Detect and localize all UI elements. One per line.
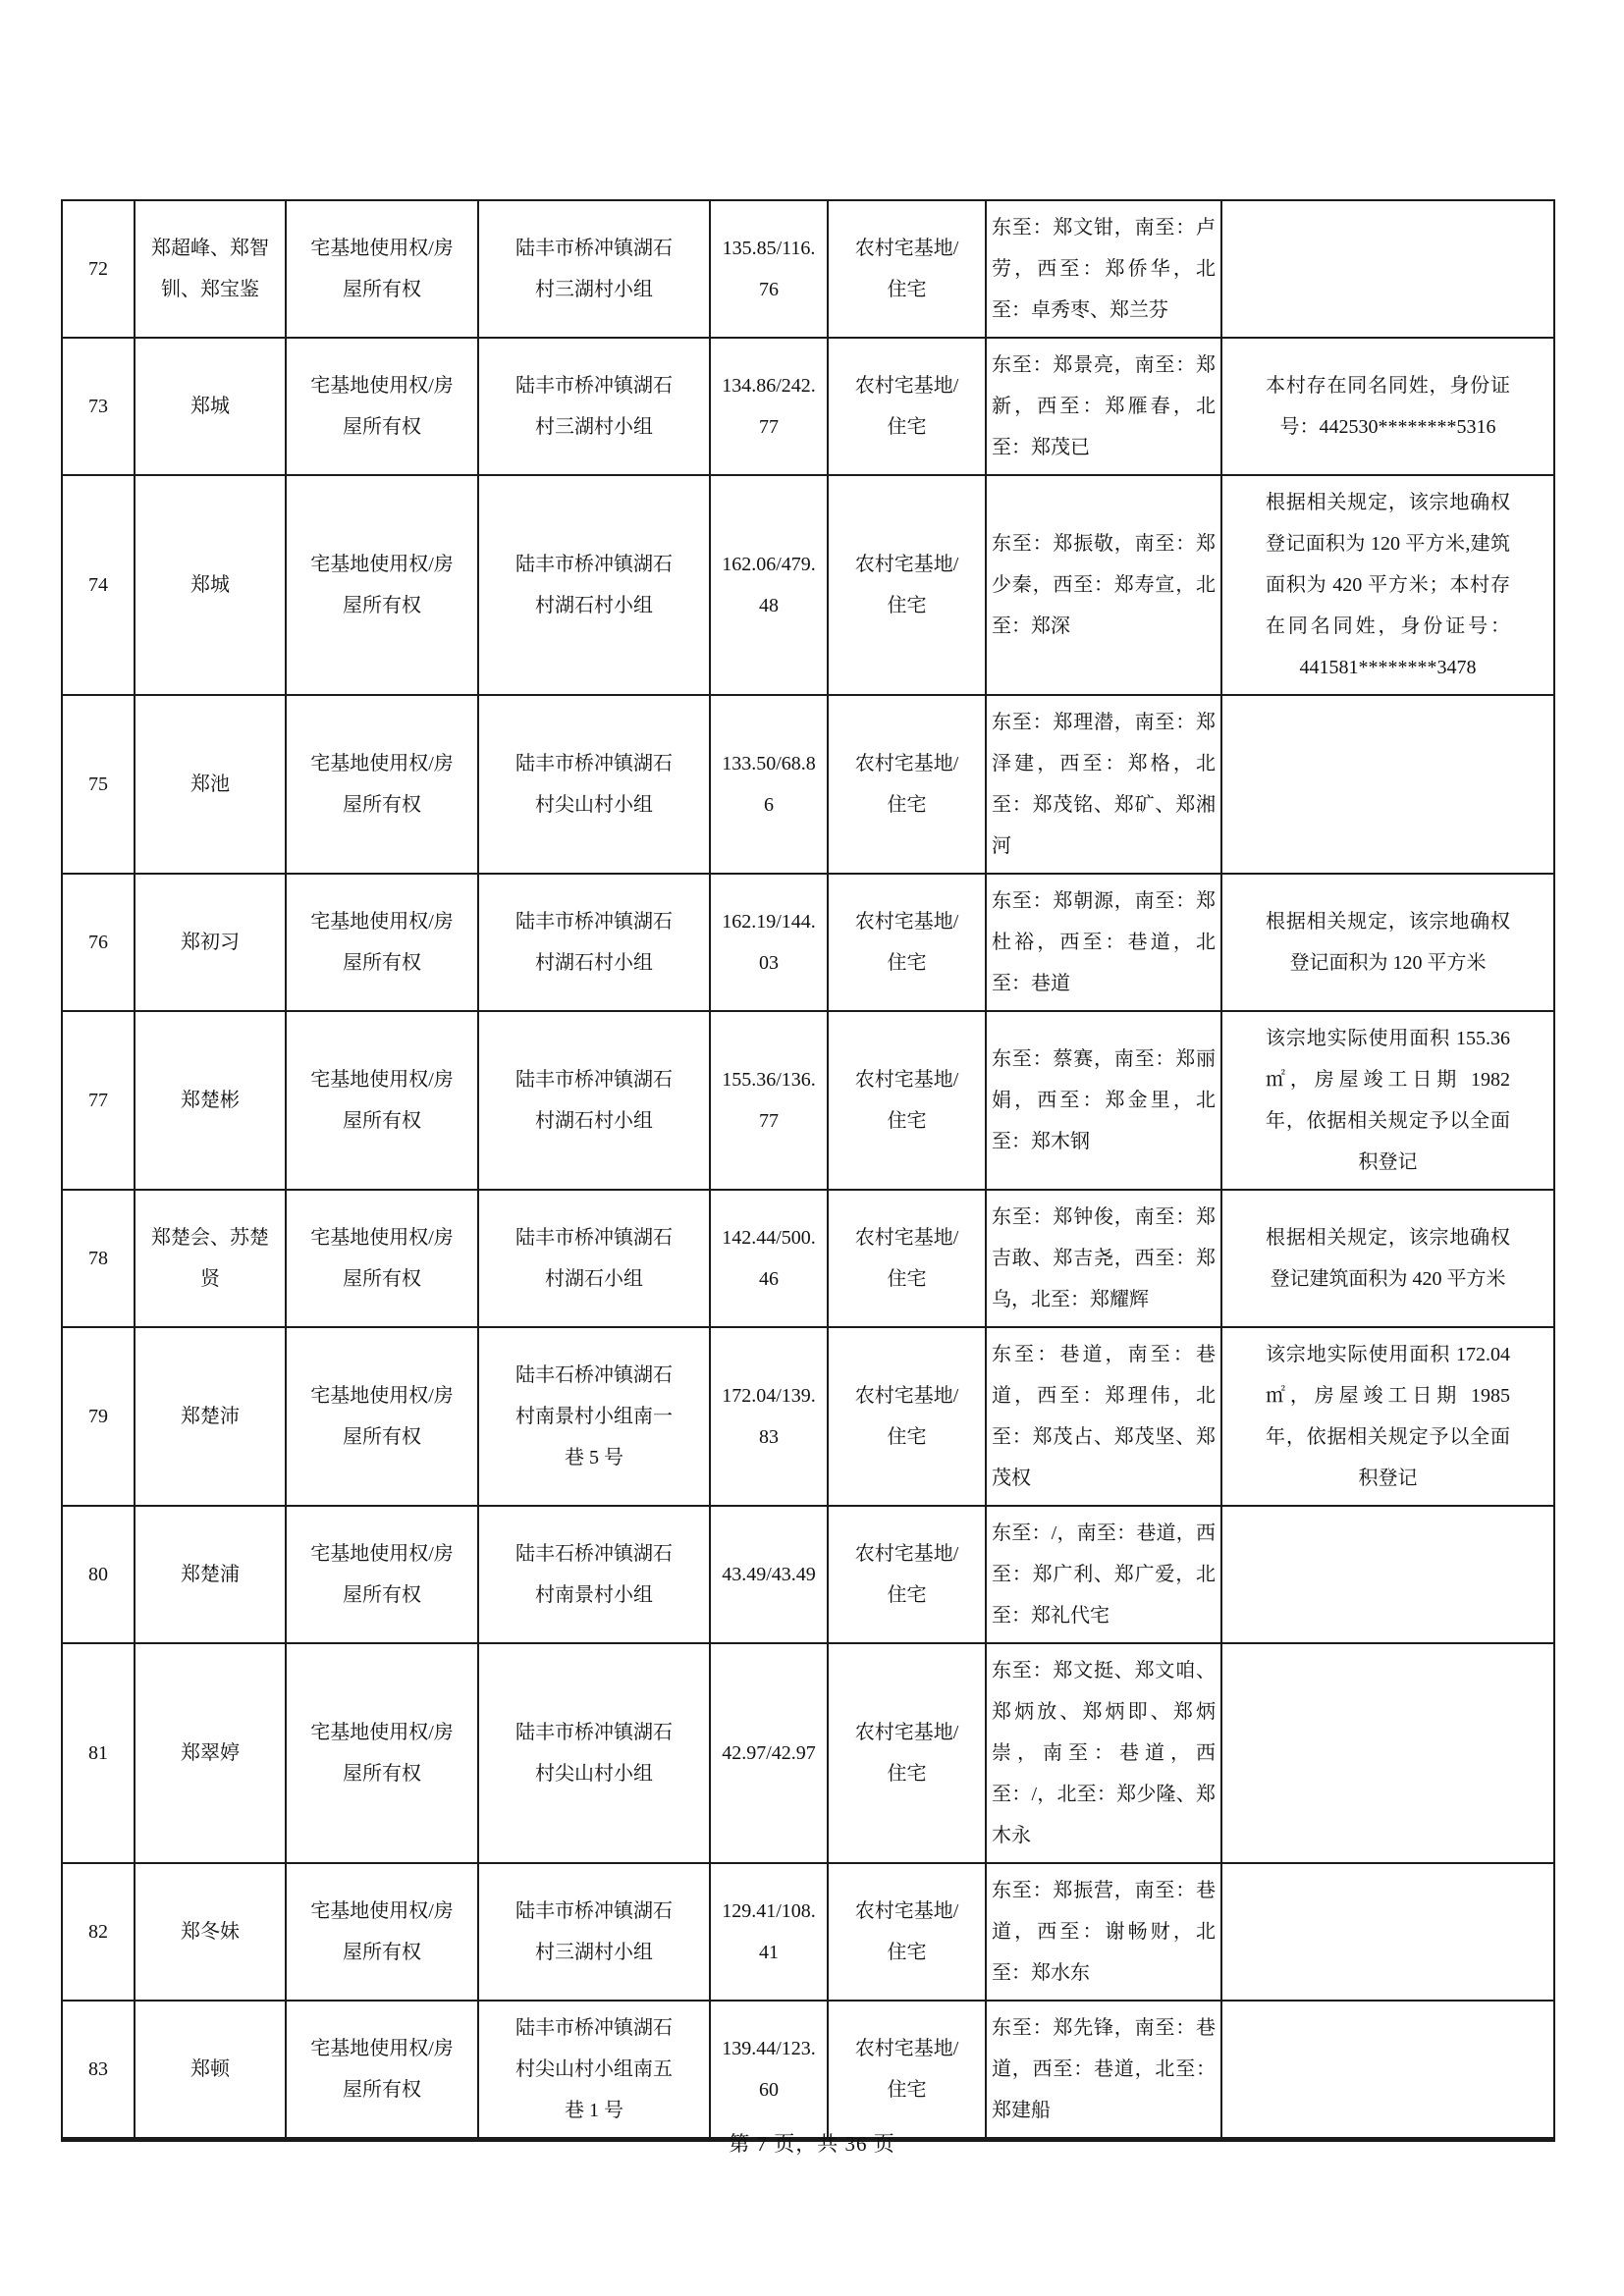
cell-area: 129.41/108.41: [710, 1863, 828, 2001]
cell-area: 133.50/68.86: [710, 695, 828, 874]
cell-index: 79: [62, 1327, 135, 1506]
cell-index: 83: [62, 2001, 135, 2140]
cell-right-type: 宅基地使用权/房屋所有权: [286, 1011, 478, 1190]
cell-index: 73: [62, 338, 135, 475]
cell-boundaries: 东至：郑文挺、郑文咱、郑炳放、郑炳即、郑炳崇，南至：巷道，西至：/，北至：郑少隆、郑木永: [986, 1643, 1221, 1863]
cell-remarks: 根据相关规定，该宗地确权登记建筑面积为 420 平方米: [1221, 1190, 1554, 1327]
cell-index: 74: [62, 475, 135, 695]
cell-remarks: 本村存在同名同姓，身份证号：442530********5316: [1221, 338, 1554, 475]
cell-location: 陆丰石桥冲镇湖石村南景村小组南一巷 5 号: [478, 1327, 710, 1506]
cell-remarks: 该宗地实际使用面积 172.04㎡，房屋竣工日期 1985 年，依据相关规定予以全面积登记: [1221, 1327, 1554, 1506]
cell-right-type: 宅基地使用权/房屋所有权: [286, 200, 478, 338]
cell-usage: 农村宅基地/住宅: [828, 1506, 986, 1643]
cell-usage: 农村宅基地/住宅: [828, 874, 986, 1011]
cell-holder: 郑楚彬: [135, 1011, 286, 1190]
cell-remarks: [1221, 2001, 1554, 2140]
cell-area: 172.04/139.83: [710, 1327, 828, 1506]
cell-boundaries: 东至：蔡赛，南至：郑丽娟，西至：郑金里，北至：郑木钢: [986, 1011, 1221, 1190]
cell-boundaries: 东至：郑振营，南至：巷道，西至：谢畅财，北至：郑水东: [986, 1863, 1221, 2001]
cell-location: 陆丰市桥冲镇湖石村湖石村小组: [478, 874, 710, 1011]
cell-usage: 农村宅基地/住宅: [828, 1011, 986, 1190]
cell-usage: 农村宅基地/住宅: [828, 695, 986, 874]
cell-right-type: 宅基地使用权/房屋所有权: [286, 1190, 478, 1327]
cell-boundaries: 东至：郑景亮，南至：郑新，西至：郑雁春，北至：郑茂已: [986, 338, 1221, 475]
cell-location: 陆丰市桥冲镇湖石村三湖村小组: [478, 338, 710, 475]
cell-usage: 农村宅基地/住宅: [828, 1863, 986, 2001]
cell-location: 陆丰市桥冲镇湖石村湖石小组: [478, 1190, 710, 1327]
cell-location: 陆丰市桥冲镇湖石村三湖村小组: [478, 1863, 710, 2001]
cell-location: 陆丰市桥冲镇湖石村尖山村小组: [478, 695, 710, 874]
cell-index: 77: [62, 1011, 135, 1190]
cell-usage: 农村宅基地/住宅: [828, 1643, 986, 1863]
cell-remarks: [1221, 200, 1554, 338]
cell-index: 80: [62, 1506, 135, 1643]
cell-area: 162.19/144.03: [710, 874, 828, 1011]
cell-holder: 郑楚会、苏楚贤: [135, 1190, 286, 1327]
table-row: [62, 1011, 1554, 1190]
cell-remarks: [1221, 1643, 1554, 1863]
cell-holder: 郑冬妹: [135, 1863, 286, 2001]
cell-holder: 郑顿: [135, 2001, 286, 2140]
cell-location: 陆丰市桥冲镇湖石村尖山村小组南五巷 1 号: [478, 2001, 710, 2140]
cell-holder: 郑城: [135, 475, 286, 695]
table-row: [62, 695, 1554, 874]
page-footer: 第 7 页，共 36 页: [729, 2132, 895, 2156]
table-row: [62, 1643, 1554, 1863]
cell-area: 42.97/42.97: [710, 1643, 828, 1863]
cell-right-type: 宅基地使用权/房屋所有权: [286, 2001, 478, 2140]
cell-index: 72: [62, 200, 135, 338]
cell-usage: 农村宅基地/住宅: [828, 475, 986, 695]
cell-location: 陆丰市桥冲镇湖石村湖石村小组: [478, 475, 710, 695]
cell-index: 76: [62, 874, 135, 1011]
cell-holder: 郑池: [135, 695, 286, 874]
cell-location: 陆丰石桥冲镇湖石村南景村小组: [478, 1506, 710, 1643]
cell-area: 155.36/136.77: [710, 1011, 828, 1190]
table-row: [62, 2001, 1554, 2140]
cell-remarks: [1221, 1506, 1554, 1643]
cell-right-type: 宅基地使用权/房屋所有权: [286, 338, 478, 475]
cell-index: 81: [62, 1643, 135, 1863]
cell-index: 78: [62, 1190, 135, 1327]
cell-holder: 郑超峰、郑智钏、郑宝鉴: [135, 200, 286, 338]
cell-location: 陆丰市桥冲镇湖石村尖山村小组: [478, 1643, 710, 1863]
cell-usage: 农村宅基地/住宅: [828, 200, 986, 338]
table-row: [62, 1863, 1554, 2001]
cell-area: 162.06/479.48: [710, 475, 828, 695]
cell-right-type: 宅基地使用权/房屋所有权: [286, 1643, 478, 1863]
cell-right-type: 宅基地使用权/房屋所有权: [286, 874, 478, 1011]
table-row: [62, 338, 1554, 475]
cell-area: 142.44/500.46: [710, 1190, 828, 1327]
cell-area: 43.49/43.49: [710, 1506, 828, 1643]
cell-holder: 郑楚沛: [135, 1327, 286, 1506]
cell-location: 陆丰市桥冲镇湖石村湖石村小组: [478, 1011, 710, 1190]
cell-remarks: 该宗地实际使用面积 155.36㎡，房屋竣工日期 1982 年，依据相关规定予以全面积登记: [1221, 1011, 1554, 1190]
cell-remarks: 根据相关规定，该宗地确权登记面积为 120 平方米,建筑面积为 420 平方米；本村存在同名同姓，身份证号：441581********3478: [1221, 475, 1554, 695]
records-table: [61, 199, 1555, 2142]
cell-area: 135.85/116.76: [710, 200, 828, 338]
cell-right-type: 宅基地使用权/房屋所有权: [286, 475, 478, 695]
cell-right-type: 宅基地使用权/房屋所有权: [286, 1506, 478, 1643]
table-row: [62, 1327, 1554, 1506]
cell-area: 139.44/123.60: [710, 2001, 828, 2140]
cell-remarks: 根据相关规定，该宗地确权登记面积为 120 平方米: [1221, 874, 1554, 1011]
cell-remarks: [1221, 1863, 1554, 2001]
cell-right-type: 宅基地使用权/房屋所有权: [286, 1863, 478, 2001]
cell-usage: 农村宅基地/住宅: [828, 338, 986, 475]
cell-right-type: 宅基地使用权/房屋所有权: [286, 1327, 478, 1506]
table-row: [62, 1506, 1554, 1643]
cell-location: 陆丰市桥冲镇湖石村三湖村小组: [478, 200, 710, 338]
cell-index: 75: [62, 695, 135, 874]
cell-boundaries: 东至：郑理潜，南至：郑泽建，西至：郑格，北至：郑茂铭、郑矿、郑湘河: [986, 695, 1221, 874]
table-row: [62, 200, 1554, 338]
cell-right-type: 宅基地使用权/房屋所有权: [286, 695, 478, 874]
table-row: [62, 475, 1554, 695]
table-row: [62, 1190, 1554, 1327]
cell-boundaries: 东至：郑钟俊，南至：郑吉敢、郑吉尧，西至：郑乌，北至：郑耀辉: [986, 1190, 1221, 1327]
cell-boundaries: 东至：巷道，南至：巷道，西至：郑理伟，北至：郑茂占、郑茂坚、郑茂权: [986, 1327, 1221, 1506]
cell-boundaries: 东至：郑先锋，南至：巷道，西至：巷道，北至：郑建船: [986, 2001, 1221, 2140]
cell-remarks: [1221, 695, 1554, 874]
cell-holder: 郑初习: [135, 874, 286, 1011]
cell-boundaries: 东至：郑振敬，南至：郑少秦，西至：郑寿宣，北至：郑深: [986, 475, 1221, 695]
cell-boundaries: 东至：郑朝源，南至：郑杜裕，西至：巷道，北至：巷道: [986, 874, 1221, 1011]
cell-area: 134.86/242.77: [710, 338, 828, 475]
cell-holder: 郑城: [135, 338, 286, 475]
cell-usage: 农村宅基地/住宅: [828, 1327, 986, 1506]
cell-usage: 农村宅基地/住宅: [828, 2001, 986, 2140]
cell-boundaries: 东至：/，南至：巷道，西至：郑广利、郑广爱，北至：郑礼代宅: [986, 1506, 1221, 1643]
cell-boundaries: 东至：郑文钳，南至：卢劳，西至：郑侨华，北至：卓秀枣、郑兰芬: [986, 200, 1221, 338]
cell-index: 82: [62, 1863, 135, 2001]
table-row: [62, 874, 1554, 1011]
cell-usage: 农村宅基地/住宅: [828, 1190, 986, 1327]
cell-holder: 郑楚浦: [135, 1506, 286, 1643]
cell-holder: 郑翠婷: [135, 1643, 286, 1863]
